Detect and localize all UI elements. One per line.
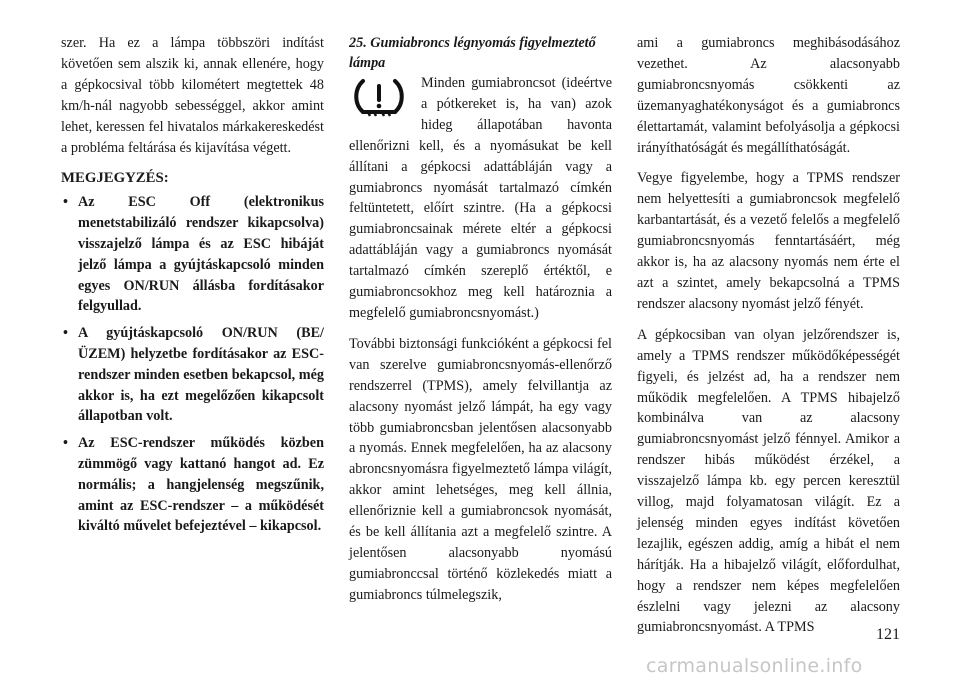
column-left [61, 33, 324, 543]
tpms-paragraph-3: ami a gumiabroncs meghibásodásához vezethet. Az alacsonyabb gumiabroncsnyomás csökkenti az üzemanyaghatékonyságot és a gumiabroncs élettartamát, valamint befolyásolja a gépkocsi irányíthatóságát és megállíthatóságát. [637, 35, 900, 156]
watermark: carmanualsonline.info [646, 655, 863, 677]
intro-paragraph: szer. Ha ez a lámpa többszöri indítást követően sem alszik ki, annak ellenére, hogy a gépkocsival több kilométert megtettek 48 km/h-nál nagyobb sebességgel, akkor amint lehet, keressen fel hivatalos márkakereskedést a probléma feltárása és kijavítása végett. [61, 35, 324, 156]
column-middle [349, 33, 612, 616]
tpms-paragraph-4: Vegye figyelembe, hogy a TPMS rendszer nem helyettesíti a gumiabroncsok megfelelő karbantartását, és a vezető felelős a megfelelő gumiabroncsnyomás fenntartásáért, még akkor is, ha az alacsony nyomás nem érte el azt a szintet, amely bekapcsolná a TPMS rendszer alacsony nyomást jelző fényét. [637, 170, 900, 312]
tpms-paragraph-5: A gépkocsiban van olyan jelzőrendszer is, amely a TPMS rendszer működőképességét figyeli, és jelzést ad, ha a rendszer nem működik megfelelően. A TPMS hibajelző kombinálva van az alacsony gumiabroncsnyomást jelző fénnyel. Amikor a rendszer hibás működést érzékel, a visszajelző lámpa kb. egy percen keresztül villog, majd folyamatosan világít. Ez a jelenség minden egyes indítást követően lezajlik, egészen addig, amíg a hibát el nem hárítják. Ha a hibajelző világít, előfordulhat, hogy a rendszer nem képes megfelelően észlelni vagy jelezni az alacsony gumiabroncsnyomást. A TPMS [637, 326, 900, 636]
page-number: 121 [876, 626, 900, 643]
bullet-icon: • [63, 325, 68, 342]
note-item: • Az ESC-rendszer működés közben zümmögő vagy kattanó hangot ad. Ez normális; a hangjelenség megszűnik, amint az ESC-rendszer – a működését kiváltó művelet befejeztével – kikapcsol. [63, 435, 324, 535]
notes-heading: MEGJEGYZÉS: [61, 170, 169, 187]
note-item: • Az ESC Off (elektronikus menetstabilizáló rendszer kikapcsolva) visszajelző lámpa és az ESC hibáját jelző lámpa a gyújtáskapcsoló minden egyes ON/RUN állásba fordításakor felgyullad. [63, 194, 324, 315]
column-right [637, 33, 900, 648]
bullet-icon: • [63, 194, 68, 211]
section-title: 25. Gumiabroncs légnyomás figyelmeztető lámpa [349, 35, 596, 71]
tpms-paragraph-2: További biztonsági funkcióként a gépkocsi fel van szerelve gumiabroncsnyomás-ellenőrző rendszerrel (TPMS), amely felvillantja az alacsony nyomást jelző lámpát, ha egy vagy több gumiabroncsban jelentősen alacsonyabb a nyomás. Ennek megfelelően, ha az alacsony abroncsnyomásra figyelmeztető lámpa világít, akkor amint lehetséges, meg kell állnia, ellenőriznie kell a gumiabroncsok nyomását, és be kell állítania azt a megfelelő szintre. A jelentősen alacsonyabb nyomású gumiabronccsal történő közlekedés miatt a gumiabroncs túlmelegszik, [349, 335, 612, 603]
bullet-icon: • [63, 435, 68, 452]
tpms-paragraph-1: Minden gumiabroncsot (ideértve a pótkereket is, ha van) azok hideg állapotában havonta ellenőrizni kell, és a nyomásukat be kell állítani a gépkocsi adattábláján vagy a gumiabroncs nyomását tartalmazó címkén feltüntetett, előírt szintre. (Ha a gépkocsi gumiabroncsainak mérete eltér a gépkocsi adattábláján vagy a gumiabroncs nyomását tartalmazó címkén szereplő értéktől, e gumiabroncsokhoz meg kell határoznia a megfelelő gumiabroncsnyomást.) [349, 75, 612, 321]
tpms-warning-icon [349, 77, 415, 121]
notes-list [61, 192, 324, 537]
note-item: • A gyújtáskapcsoló ON/RUN (BE/ÜZEM) helyzetbe fordításakor az ESC-rendszer minden esetben bekapcsol, még akkor is, ha ezt megelőzően kikapcsolt állapotban volt. [63, 325, 324, 425]
